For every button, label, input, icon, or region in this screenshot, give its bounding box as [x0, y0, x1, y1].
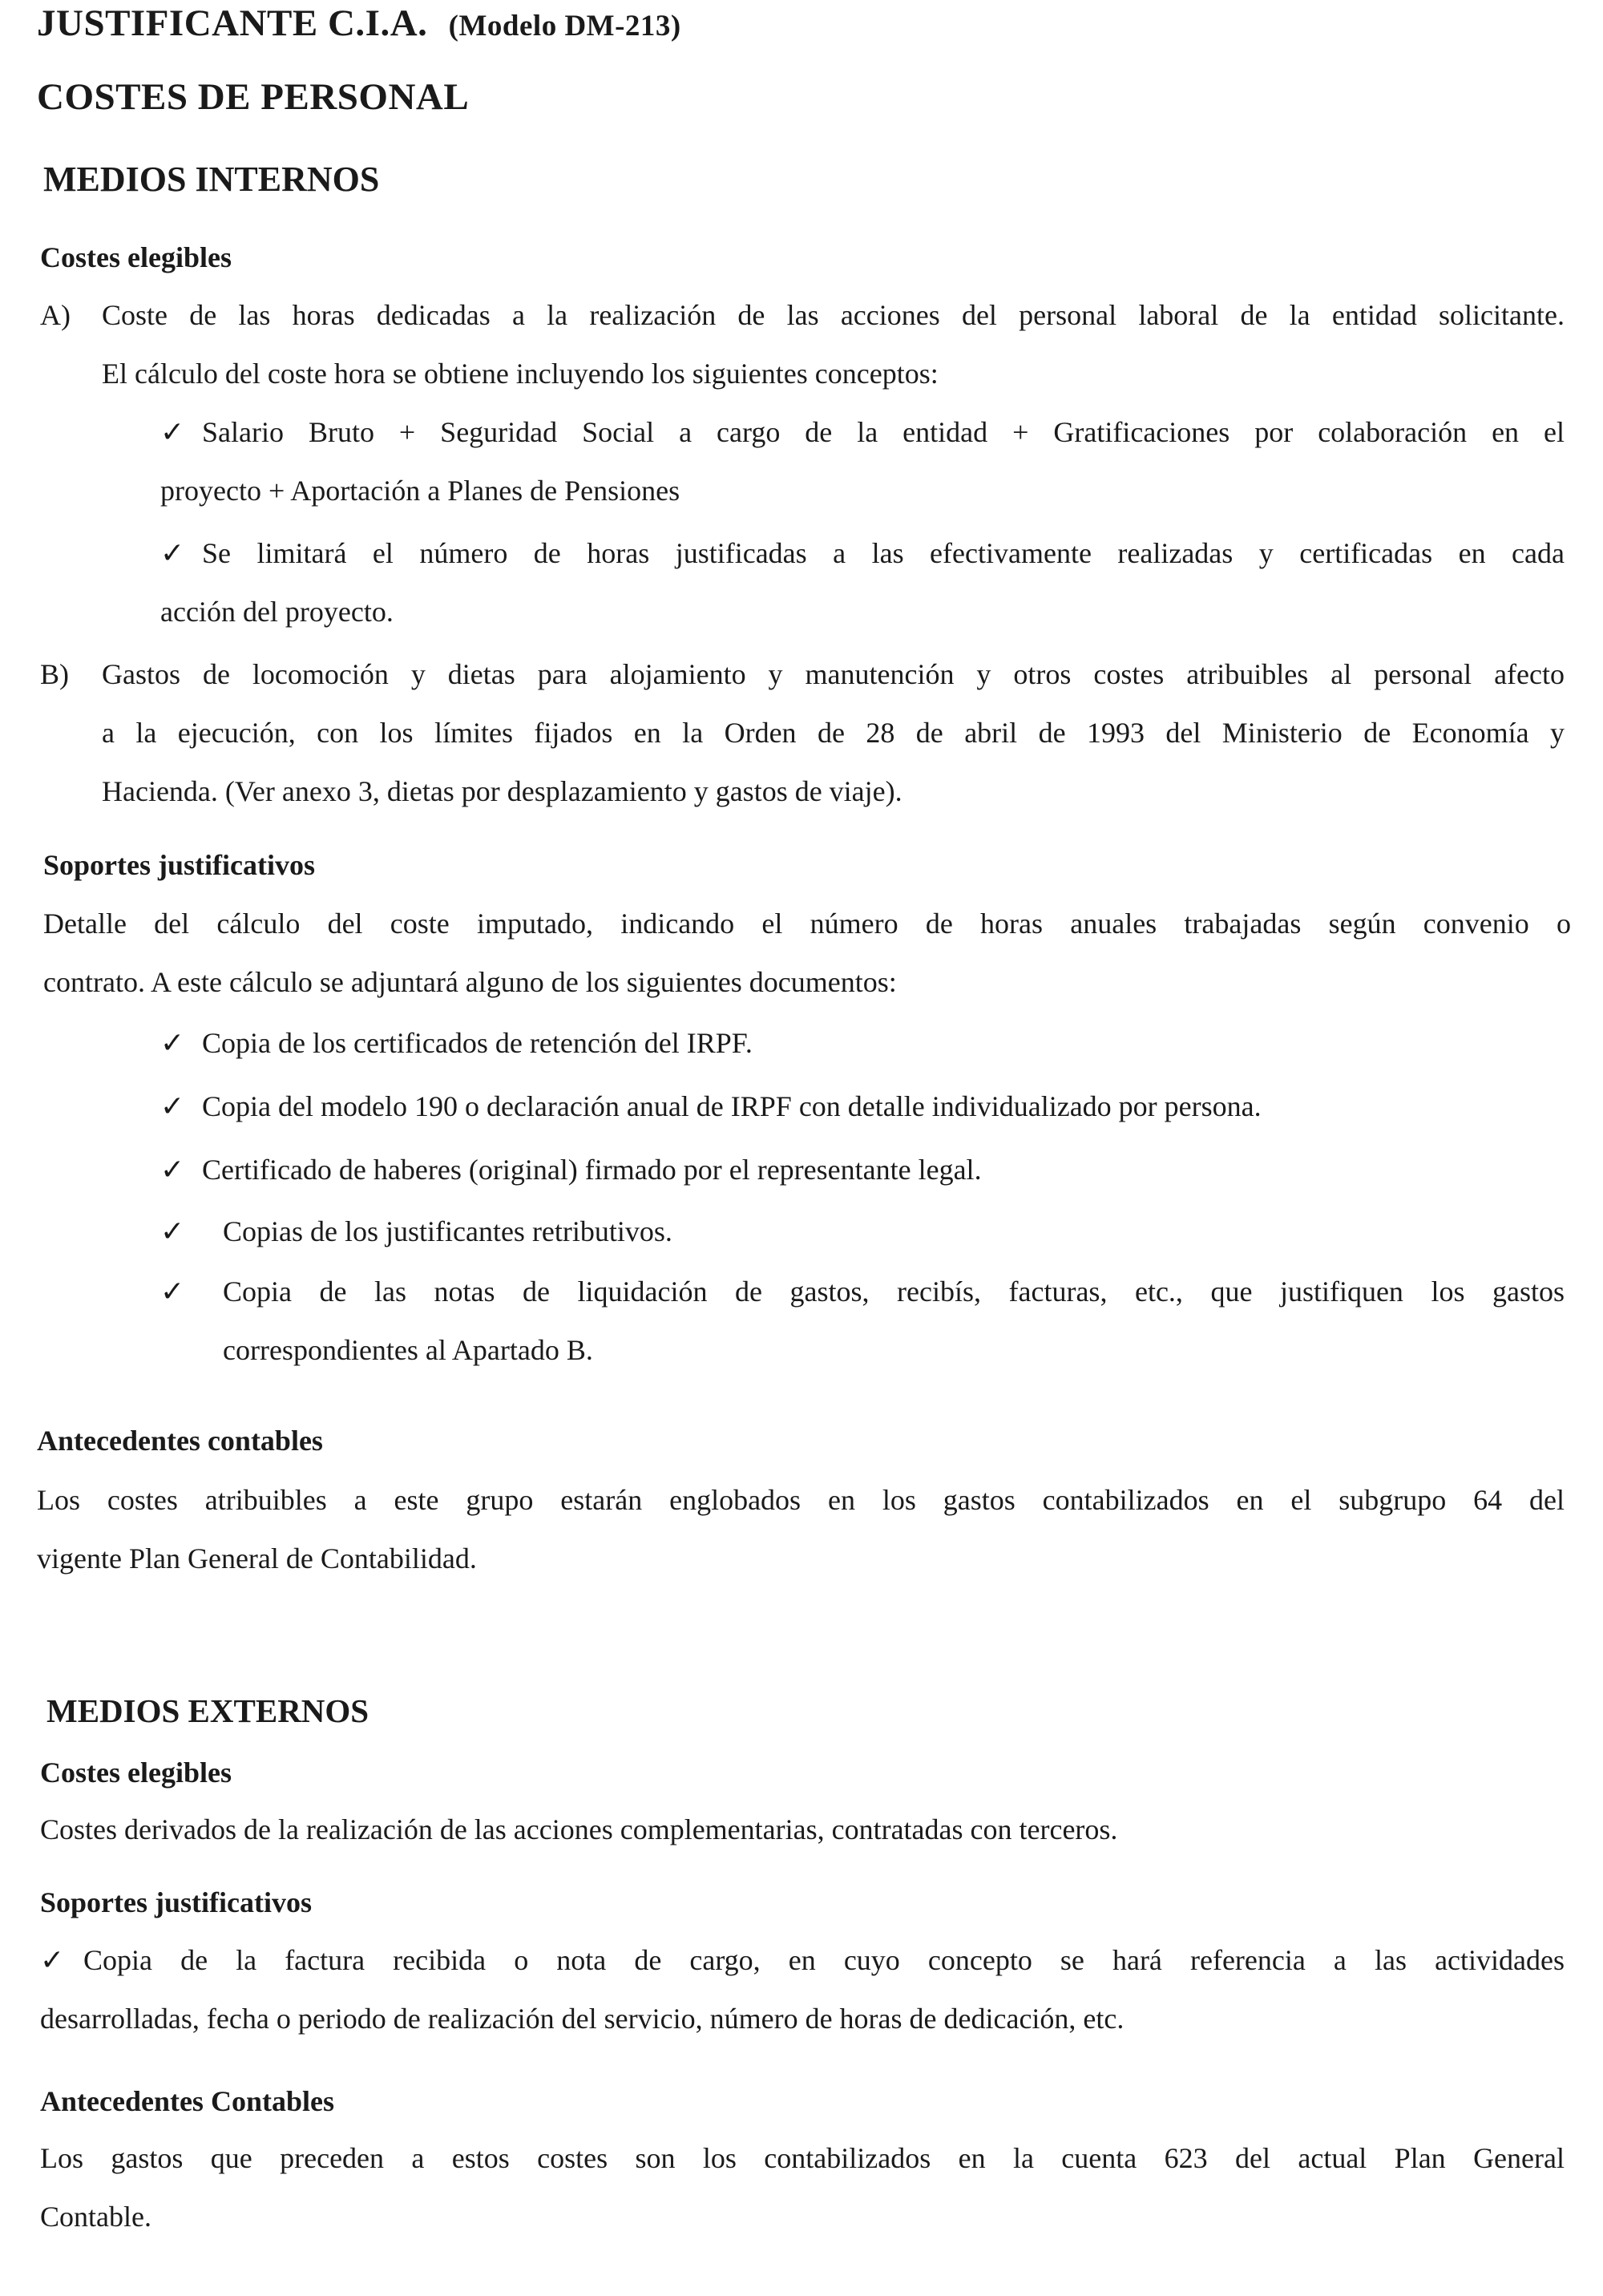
item-a-line-2: El cálculo del coste hora se obtiene incluyendo los siguientes conceptos:	[102, 358, 939, 390]
check-icon: ✓	[160, 1027, 185, 1059]
check-1-line-2: proyecto + Aportación a Planes de Pensiones	[160, 475, 680, 507]
internos-antecedentes-heading: Antecedentes contables	[37, 1425, 323, 1457]
internos-check-1-cont	[160, 462, 1565, 520]
check-2-line-2: acción del proyecto.	[160, 596, 394, 628]
externos-soportes-line-1: Copia de la factura recibida o nota de cargo, en cuyo concepto se hará referencia a las actividades	[83, 1944, 1565, 1976]
check-icon: ✓	[160, 537, 185, 569]
doc-5-line-1: Copia de las notas de liquidación de gastos, recibís, facturas, etc., que justifiquen los gastos	[223, 1275, 1565, 1308]
internos-item-a-marker: A)	[40, 299, 71, 331]
internos-antecedentes-text	[37, 1471, 1565, 1588]
check-2-line-1: Se limitará el número de horas justificadas a las efectivamente realizadas y certificadas en cada	[202, 537, 1565, 569]
check-1-line-1: Salario Bruto + Seguridad Social a cargo de la entidad + Gratificaciones por colaboración en el	[202, 416, 1565, 448]
externos-antecedentes-text	[40, 2129, 1565, 2246]
internos-soportes-text	[43, 895, 1571, 1012]
item-b-line-3: Hacienda. (Ver anexo 3, dietas por desplazamiento y gastos de viaje).	[102, 775, 902, 807]
item-b-line-2: a la ejecución, con los límites fijados en la Orden de 28 de abril de 1993 del Ministerio de Economía y	[102, 717, 1565, 749]
externos-soportes-heading: Soportes justificativos	[40, 1886, 312, 1918]
externos-costes-heading: Costes elegibles	[40, 1756, 232, 1789]
doc-item-2: Copia del modelo 190 o declaración anual de IRPF con detalle individualizado por persona.	[202, 1090, 1262, 1122]
item-a-line-1: Coste de las horas dedicadas a la realización de las acciones del personal laboral de la entidad solicitante.	[102, 299, 1565, 331]
document-model: (Modelo DM-213)	[448, 10, 681, 42]
document-title	[37, 2, 681, 45]
externos-soportes-text	[83, 1931, 1565, 1990]
externos-antecedentes-line-2: Contable.	[40, 2201, 151, 2233]
document-title-text: JUSTIFICANTE C.I.A.	[37, 2, 428, 44]
document-subtitle: COSTES DE PERSONAL	[37, 76, 470, 118]
check-icon: ✓	[160, 416, 185, 448]
check-icon: ✓	[160, 1275, 185, 1308]
antecedentes-line-2: vigente Plan General de Contabilidad.	[37, 1542, 477, 1574]
antecedentes-line-1: Los costes atribuibles a este grupo estarán englobados en los gastos contabilizados en el subgrupo 64 del	[37, 1484, 1565, 1516]
externos-heading: MEDIOS EXTERNOS	[46, 1692, 369, 1729]
internos-item-a	[102, 286, 1565, 403]
soportes-line-2: contrato. A este cálculo se adjuntará alguno de los siguientes documentos:	[43, 966, 897, 998]
externos-soportes-line-2: desarrolladas, fecha o periodo de realización del servicio, número de horas de dedicación, etc.	[40, 2003, 1125, 2035]
doc-item-4: Copias de los justificantes retributivos.	[223, 1215, 672, 1247]
check-icon: ✓	[160, 1215, 185, 1247]
doc-5-line-2: correspondientes al Apartado B.	[223, 1334, 593, 1366]
externos-antecedentes-line-1: Los gastos que preceden a estos costes son los contabilizados en la cuenta 623 del actual Plan General	[40, 2142, 1565, 2174]
internos-check-2	[202, 524, 1565, 583]
internos-item-b-marker: B)	[40, 658, 69, 690]
check-icon: ✓	[160, 1154, 185, 1186]
internos-costes-heading: Costes elegibles	[40, 241, 232, 273]
internos-soportes-heading: Soportes justificativos	[43, 849, 315, 881]
check-icon: ✓	[40, 1944, 65, 1976]
internos-heading: MEDIOS INTERNOS	[43, 160, 380, 199]
soportes-line-1: Detalle del cálculo del coste imputado, indicando el número de horas anuales trabajadas según convenio o	[43, 907, 1571, 940]
internos-item-b	[102, 645, 1565, 821]
externos-soportes-cont	[40, 1990, 1565, 2048]
doc-item-1: Copia de los certificados de retención del IRPF.	[202, 1027, 753, 1059]
doc-item-5	[223, 1263, 1565, 1380]
internos-check-1	[202, 403, 1565, 462]
externos-costes-text: Costes derivados de la realización de las acciones complementarias, contratadas con terceros.	[40, 1813, 1118, 1845]
internos-check-2-cont	[160, 583, 1565, 641]
item-b-line-1: Gastos de locomoción y dietas para alojamiento y manutención y otros costes atribuibles al personal afecto	[102, 658, 1565, 690]
externos-antecedentes-heading: Antecedentes Contables	[40, 2085, 334, 2117]
check-icon: ✓	[160, 1090, 185, 1122]
doc-item-3: Certificado de haberes (original) firmado por el representante legal.	[202, 1154, 982, 1186]
